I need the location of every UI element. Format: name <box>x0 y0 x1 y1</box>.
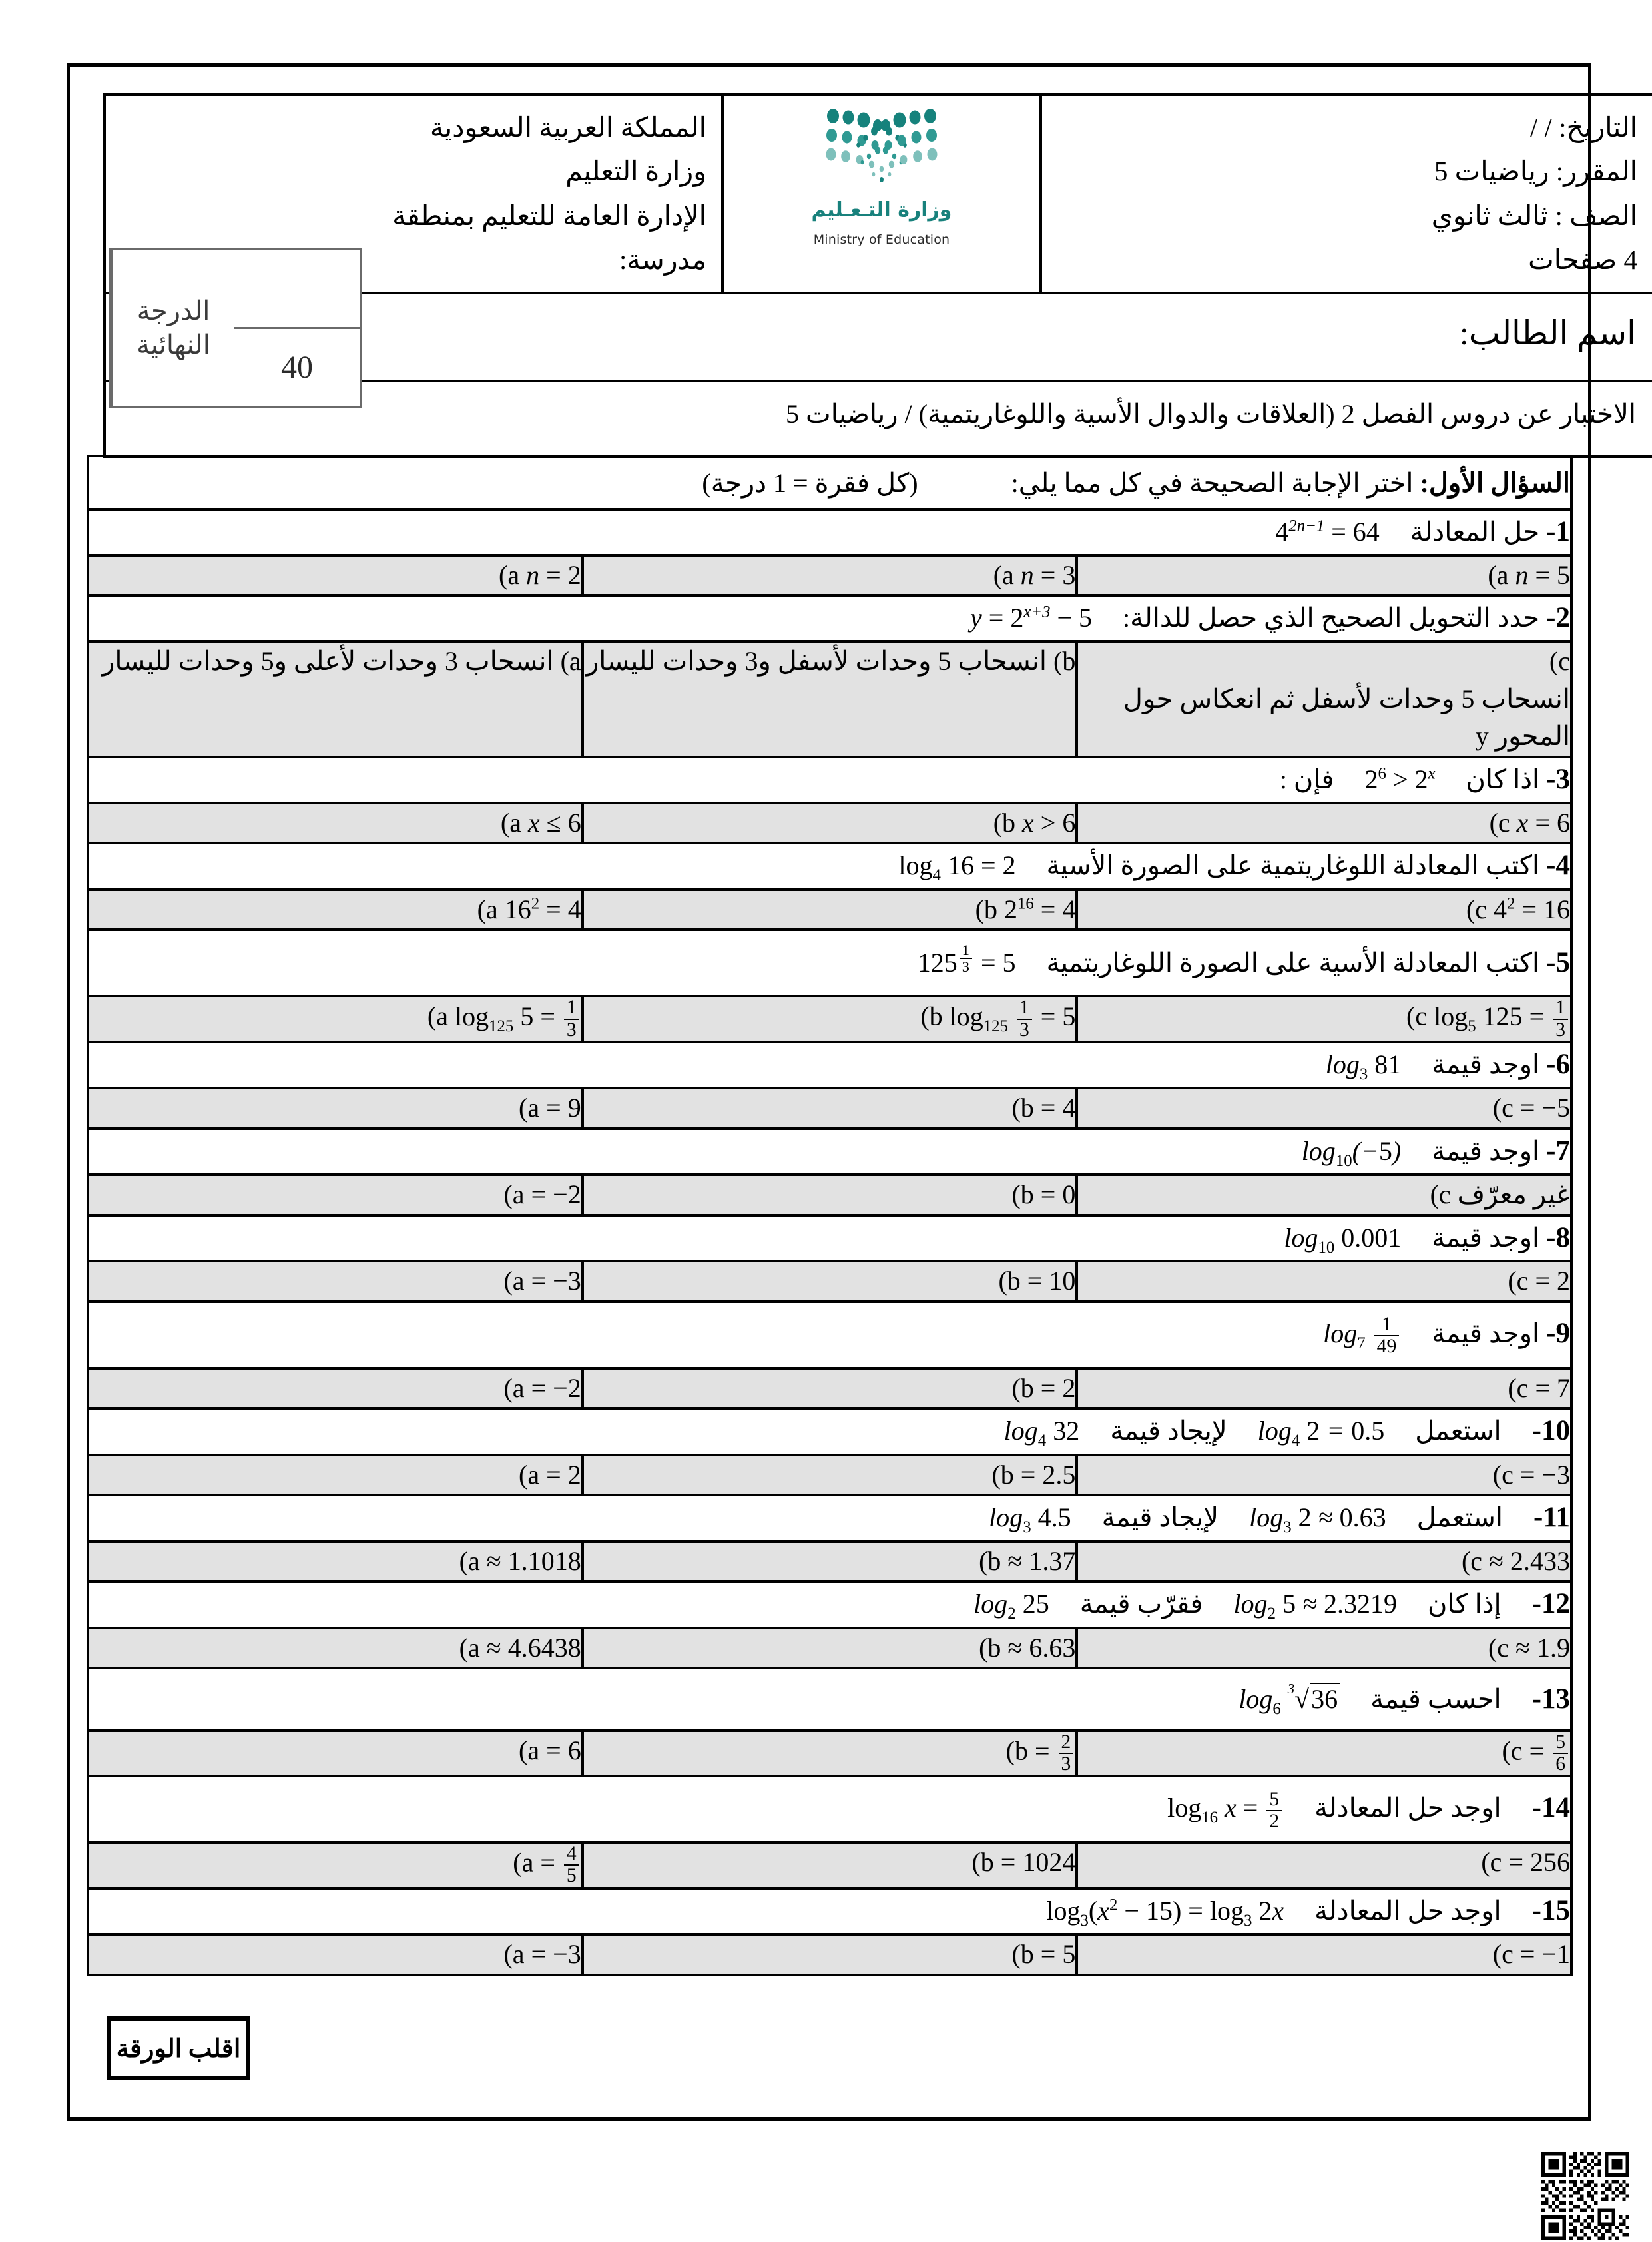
option-8-a[interactable]: = −3 a) <box>88 1261 583 1302</box>
option-4-c[interactable]: $4^2 = 16$ c) <box>1077 890 1571 930</box>
question-number-14: 14- <box>1531 1792 1570 1824</box>
question-prompt-14 <box>88 1776 1571 1842</box>
option-label-12-b: b <box>987 1632 1001 1663</box>
question-row-11 <box>88 1495 1571 1541</box>
option-label-9-a: a <box>512 1372 525 1403</box>
question-prompt-4 <box>88 843 1571 889</box>
question-row-4 <box>88 843 1571 889</box>
option-text-2-c: انسحاب 5 وحدات لأسفل ثم انعكاس حول المحور y <box>1123 683 1570 752</box>
option-label-10-c: c <box>1502 1459 1514 1490</box>
earned-grade-cell[interactable] <box>234 250 360 329</box>
options-row-1 <box>88 555 1571 596</box>
question-math-10: $\log_4 2 = 0.5$ <box>1257 1416 1385 1450</box>
question-number-13: 13- <box>1531 1683 1570 1715</box>
option-label-12-c: c <box>1497 1632 1510 1663</box>
question-row-10 <box>88 1408 1571 1454</box>
question-prompt-1 <box>88 509 1571 555</box>
option-1-a[interactable]: n = 2 a) <box>88 555 583 596</box>
options-row-10 <box>88 1455 1571 1496</box>
option-label-3-a: a <box>509 807 521 838</box>
question-text-11: استعمل <box>1416 1502 1504 1533</box>
option-label-7-a: a <box>512 1179 525 1209</box>
options-row-6 <box>88 1088 1571 1129</box>
question-math-12: $\log_2 5 \approx 2.3219$ <box>1233 1589 1398 1623</box>
question-row-8 <box>88 1215 1571 1261</box>
options-row-8 <box>88 1261 1571 1302</box>
option-label-14-a: a <box>521 1847 534 1878</box>
option-label-11-a: a <box>467 1545 480 1576</box>
question-prompt-15 <box>88 1888 1571 1934</box>
section-instruction <box>88 456 1571 509</box>
options-row-14 <box>88 1842 1571 1888</box>
option-13-a[interactable]: = 6 a) <box>88 1731 583 1776</box>
options-row-12 <box>88 1628 1571 1669</box>
options-row-2 <box>88 641 1571 757</box>
option-7-a[interactable]: = −2 a) <box>88 1175 583 1215</box>
option-label-1-b: a <box>1002 559 1014 590</box>
option-label-10-b: b <box>1000 1459 1014 1490</box>
ministry-line: وزارة التعليم <box>565 156 706 187</box>
option-13-c[interactable]: = $\frac{5}{6}$ c) <box>1077 1731 1571 1776</box>
option-12-a[interactable]: ≈ 4.6438 a) <box>88 1628 583 1669</box>
question-math-8: $\log_{10} 0.001$ <box>1284 1222 1402 1257</box>
option-4-b[interactable]: $2^{16} = 4$ b) <box>583 890 1077 930</box>
option-label-9-b: b <box>1020 1372 1034 1403</box>
question-number-3: 3- <box>1546 764 1570 796</box>
option-14-a[interactable]: = $\frac{4}{5}$ a) <box>88 1842 583 1888</box>
question-row-5 <box>88 930 1571 996</box>
option-label-13-a: a <box>527 1735 540 1766</box>
final-grade-box <box>109 248 362 408</box>
question-row-2 <box>88 595 1571 641</box>
option-15-b[interactable]: = 5 b) <box>583 1934 1077 1975</box>
option-label-5-a: a <box>436 1001 448 1031</box>
option-3-b[interactable]: x > 6 b) <box>583 803 1077 844</box>
question-math-1: $4^{2n-1} = 64$ <box>1275 517 1380 547</box>
question-number-9: 9- <box>1546 1317 1570 1349</box>
question-math-9: $\log_7$ $\frac{1}{49}$ <box>1323 1318 1401 1348</box>
exam-title: الاختبار عن دروس الفصل 2 (العلاقات والدوال الأسية واللوغاريتمية) / رياضيات 5 <box>105 381 1652 457</box>
option-15-c[interactable]: = −1 c) <box>1077 1934 1571 1975</box>
option-label-7-c: c <box>1438 1179 1451 1209</box>
option-9-a[interactable]: = −2 a) <box>88 1368 583 1409</box>
header-course-info <box>1041 95 1652 293</box>
option-label-15-a: a <box>512 1938 525 1969</box>
option-label-6-a: a <box>527 1092 540 1123</box>
question-text-13: احسب قيمة <box>1370 1683 1502 1714</box>
question-row-1 <box>88 509 1571 555</box>
option-label-2-a: a <box>569 645 581 676</box>
option-label-2-c: c <box>1558 645 1570 676</box>
question-math-11: $\log_3 2 \approx 0.63$ <box>1249 1502 1386 1537</box>
exam-date-line: التاريخ: / / <box>1529 112 1637 142</box>
final-grade-values <box>234 250 360 406</box>
option-6-b[interactable]: = 4 b) <box>583 1088 1077 1129</box>
option-label-1-a: a <box>507 559 520 590</box>
question-prompt-7 <box>88 1129 1571 1175</box>
instruction-row <box>88 456 1571 509</box>
option-5-c[interactable]: $\log_5 125$ = $\frac{1}{3}$ c) <box>1077 996 1571 1041</box>
question-number-12: 12- <box>1531 1588 1570 1620</box>
option-3-c[interactable]: x = 6 c) <box>1077 803 1571 844</box>
questions-table <box>87 455 1573 1976</box>
option-label-1-c: a <box>1496 559 1509 590</box>
qr-code <box>1541 2152 1629 2240</box>
option-8-c[interactable]: = 2 c) <box>1077 1261 1571 1302</box>
option-label-7-b: b <box>1020 1179 1034 1209</box>
option-7-c[interactable]: غير معرّف c) <box>1077 1175 1571 1215</box>
option-label-6-b: b <box>1020 1092 1034 1123</box>
option-7-b[interactable]: = 0 b) <box>583 1175 1077 1215</box>
options-row-5 <box>88 996 1571 1041</box>
question-row-7 <box>88 1129 1571 1175</box>
question-row-3 <box>88 757 1571 803</box>
moe-logo-arabic-text: وزارة التـعـليم <box>811 198 952 222</box>
question-math-7: $\log_{10}(-5)$ <box>1301 1135 1402 1170</box>
option-label-4-b: b <box>983 894 997 924</box>
option-label-6-c: c <box>1502 1092 1514 1123</box>
options-row-7 <box>88 1175 1571 1215</box>
question-number-8: 8- <box>1546 1221 1570 1253</box>
question-math-4: $\log_4 16 = 2$ <box>898 850 1016 885</box>
option-label-4-a: a <box>485 894 498 924</box>
question-prompt-2 <box>88 595 1571 641</box>
option-1-b[interactable]: n = 3 a) <box>583 555 1077 596</box>
option-11-b[interactable]: ≈ 1.37 b) <box>583 1541 1077 1582</box>
question-number-7: 7- <box>1546 1135 1570 1167</box>
option-6-c[interactable]: = −5 c) <box>1077 1088 1571 1129</box>
ministry-logo-cell <box>722 95 1041 293</box>
question-suffix-3: فإن : <box>1279 764 1334 795</box>
question-text-5: اكتب المعادلة الأسية على الصورة اللوغاريتمية <box>1046 948 1540 978</box>
question-math2-11: $\log_3 4.5$ <box>989 1502 1071 1537</box>
option-label-13-b: b <box>1014 1735 1028 1766</box>
option-label-3-b: b <box>1002 807 1016 838</box>
option-5-b[interactable]: $\log_{125}$ $\frac{1}{3}$ = 5 b) <box>583 996 1077 1041</box>
question-math-6: $\log_3 81$ <box>1325 1049 1402 1083</box>
option-label-5-b: b <box>929 1001 943 1031</box>
question-text-2: حدد التحويل الصحيح الذي حصل للدالة: <box>1123 603 1540 633</box>
question-prompt-11 <box>88 1495 1571 1541</box>
options-row-3 <box>88 803 1571 844</box>
option-3-a[interactable]: x ≤ 6 a) <box>88 803 583 844</box>
cube-root-icon: $^3$√36 <box>1288 1679 1340 1719</box>
option-label-8-b: b <box>1007 1265 1021 1296</box>
question-prompt-5 <box>88 930 1571 996</box>
question-prompt-6 <box>88 1042 1571 1088</box>
option-label-14-b: b <box>980 1847 994 1878</box>
option-13-b[interactable]: = $\frac{2}{3}$ b) <box>583 1731 1077 1776</box>
question-text-6: اوجد قيمة <box>1432 1049 1540 1079</box>
school-line: مدرسة: <box>619 244 706 276</box>
ministry-of-education-logo <box>792 105 971 250</box>
question-text-15: اوجد حل المعادلة <box>1314 1895 1502 1926</box>
option-label-10-a: a <box>527 1459 540 1490</box>
option-10-b[interactable]: = 2.5 b) <box>583 1455 1077 1496</box>
question-number-15: 15- <box>1531 1894 1570 1926</box>
question-math-15: $\log_3(x^2 - 15) = \log_3 2x$ <box>1046 1895 1284 1930</box>
option-text-2-b: انسحاب 5 وحدات لأسفل و3 وحدات لليسار <box>585 645 1047 676</box>
student-name-field[interactable]: اسم الطالب: <box>105 293 1652 381</box>
option-label-14-c: c <box>1490 1847 1502 1878</box>
question-number-11: 11- <box>1533 1502 1570 1534</box>
option-12-b[interactable]: ≈ 6.63 b) <box>583 1628 1077 1669</box>
options-row-15 <box>88 1934 1571 1975</box>
option-text-2-a: انسحاب 3 وحدات لأعلى و5 وحدات لليسار <box>102 645 554 676</box>
question-number-6: 6- <box>1546 1048 1570 1080</box>
question-text-10: استعمل <box>1415 1416 1502 1446</box>
question-prompt-12 <box>88 1581 1571 1627</box>
option-label-8-a: a <box>512 1265 525 1296</box>
option-label-15-c: c <box>1502 1938 1514 1969</box>
option-label-12-a: a <box>467 1632 480 1663</box>
question-number-1: 1- <box>1546 516 1570 547</box>
section-instruction-text: اختر الإجابة الصحيحة في كل مما يلي: <box>1011 467 1414 498</box>
question-text-9: اوجد قيمة <box>1432 1318 1540 1348</box>
option-11-a[interactable]: ≈ 1.1018 a) <box>88 1541 583 1582</box>
option-14-c[interactable]: = 256 c) <box>1077 1842 1571 1888</box>
option-label-15-b: b <box>1020 1938 1034 1969</box>
option-9-c[interactable]: = 7 c) <box>1077 1368 1571 1409</box>
option-label-11-b: b <box>987 1545 1001 1576</box>
question-prompt-8 <box>88 1215 1571 1261</box>
question-text-7: اوجد قيمة <box>1432 1135 1540 1166</box>
final-grade-label: الدرجة النهائية <box>111 250 234 406</box>
question-row-14 <box>88 1776 1571 1842</box>
question-math-3: $2^6 > 2^x$ <box>1364 764 1436 795</box>
options-row-13 <box>88 1731 1571 1776</box>
moe-palm-icon <box>818 105 945 184</box>
question-number-2: 2- <box>1546 602 1570 634</box>
option-4-a[interactable]: $16^2 = 4$ a) <box>88 890 583 930</box>
option-label-13-c: c <box>1510 1735 1523 1766</box>
total-grade-cell: 40 <box>281 349 313 385</box>
question-text-1: حل المعادلة <box>1410 517 1540 547</box>
question-text-3: اذا كان <box>1466 764 1540 795</box>
option-label-11-c: c <box>1470 1545 1483 1576</box>
turn-page-stamp: اقلب الورقة <box>107 2016 250 2080</box>
question-math2-12: $\log_2 25$ <box>973 1589 1049 1623</box>
option-12-c[interactable]: ≈ 1.9 c) <box>1077 1628 1571 1669</box>
question-text-14: اوجد حل المعادلة <box>1314 1793 1502 1823</box>
question-row-15 <box>88 1888 1571 1934</box>
option-8-b[interactable]: = 10 b) <box>583 1261 1077 1302</box>
question-number-5: 5- <box>1546 947 1570 979</box>
question-math-2: $y = 2^{x+3} - 5$ <box>970 603 1093 633</box>
option-label-8-c: c <box>1516 1265 1529 1296</box>
grade-level-line: الصف : ثالث ثانوي <box>1431 200 1637 231</box>
options-row-11 <box>88 1541 1571 1582</box>
option-label-9-c: c <box>1516 1372 1529 1403</box>
course-line: المقرر: رياضيات 5 <box>1434 156 1637 187</box>
moe-logo-english-text: Ministry of Education <box>813 232 950 247</box>
question-math2-10: $\log_4 32$ <box>1003 1416 1080 1450</box>
question-text-8: اوجد قيمة <box>1432 1222 1540 1253</box>
option-6-a[interactable]: = 9 a) <box>88 1088 583 1129</box>
option-10-a[interactable]: = 2 a) <box>88 1455 583 1496</box>
question-suffix-11: لإيجاد قيمة <box>1101 1502 1219 1533</box>
question-row-6 <box>88 1042 1571 1088</box>
section-label: السؤال الأول: <box>1420 467 1570 498</box>
option-10-c[interactable]: = −3 c) <box>1077 1455 1571 1496</box>
question-row-13 <box>88 1668 1571 1731</box>
question-prompt-3 <box>88 757 1571 803</box>
question-prompt-13 <box>88 1668 1571 1731</box>
option-9-b[interactable]: = 2 b) <box>583 1368 1077 1409</box>
option-2-a[interactable]: a) انسحاب 3 وحدات لأعلى و5 وحدات لليسار <box>88 641 583 757</box>
section-points-note: (كل فقرة = 1 درجة) <box>702 467 918 498</box>
option-5-a[interactable]: $\log_{125} 5$ = $\frac{1}{3}$ a) <box>88 996 583 1041</box>
option-15-a[interactable]: = −3 a) <box>88 1934 583 1975</box>
option-11-c[interactable]: ≈ 2.433 c) <box>1077 1541 1571 1582</box>
country-line: المملكة العربية السعودية <box>429 112 706 142</box>
question-prompt-10 <box>88 1408 1571 1454</box>
option-14-b[interactable]: = 1024 b) <box>583 1842 1077 1888</box>
question-math-14: $\log_{16} x$ = $\frac{5}{2}$ <box>1167 1793 1284 1822</box>
option-label-4-c: c <box>1475 894 1488 924</box>
option-label-3-c: c <box>1498 807 1510 838</box>
question-suffix-10: لإيجاد قيمة <box>1110 1416 1227 1446</box>
option-label-2-b: b <box>1062 645 1076 676</box>
option-label-5-c: c <box>1415 1001 1428 1031</box>
question-suffix-12: فقرّب قيمة <box>1079 1589 1203 1619</box>
question-prompt-9 <box>88 1302 1571 1368</box>
option-2-b[interactable]: b) انسحاب 5 وحدات لأسفل و3 وحدات لليسار <box>583 641 1077 757</box>
option-2-c[interactable]: c) انسحاب 5 وحدات لأسفل ثم انعكاس حول المحور y <box>1077 641 1571 757</box>
question-math-13: $\log_6 ^3√36$ <box>1239 1684 1340 1714</box>
question-text-12: إذا كان <box>1428 1589 1502 1619</box>
options-row-9 <box>88 1368 1571 1409</box>
question-row-9 <box>88 1302 1571 1368</box>
question-text-4: اكتب المعادلة اللوغاريتمية على الصورة الأسية <box>1046 850 1540 881</box>
question-number-4: 4- <box>1546 850 1570 882</box>
question-number-10: 10- <box>1531 1415 1570 1447</box>
option-text-7-c: غير معرّف <box>1457 1179 1570 1209</box>
options-row-4 <box>88 890 1571 930</box>
directorate-line: الإدارة العامة للتعليم بمنطقة <box>392 200 706 231</box>
option-1-c[interactable]: n = 5 a) <box>1077 555 1571 596</box>
question-math-5: 125 $^{\frac{1}{3}}$ = 5 <box>917 941 1016 978</box>
page-count-line: 4 صفحات <box>1528 244 1637 276</box>
question-row-12 <box>88 1581 1571 1627</box>
